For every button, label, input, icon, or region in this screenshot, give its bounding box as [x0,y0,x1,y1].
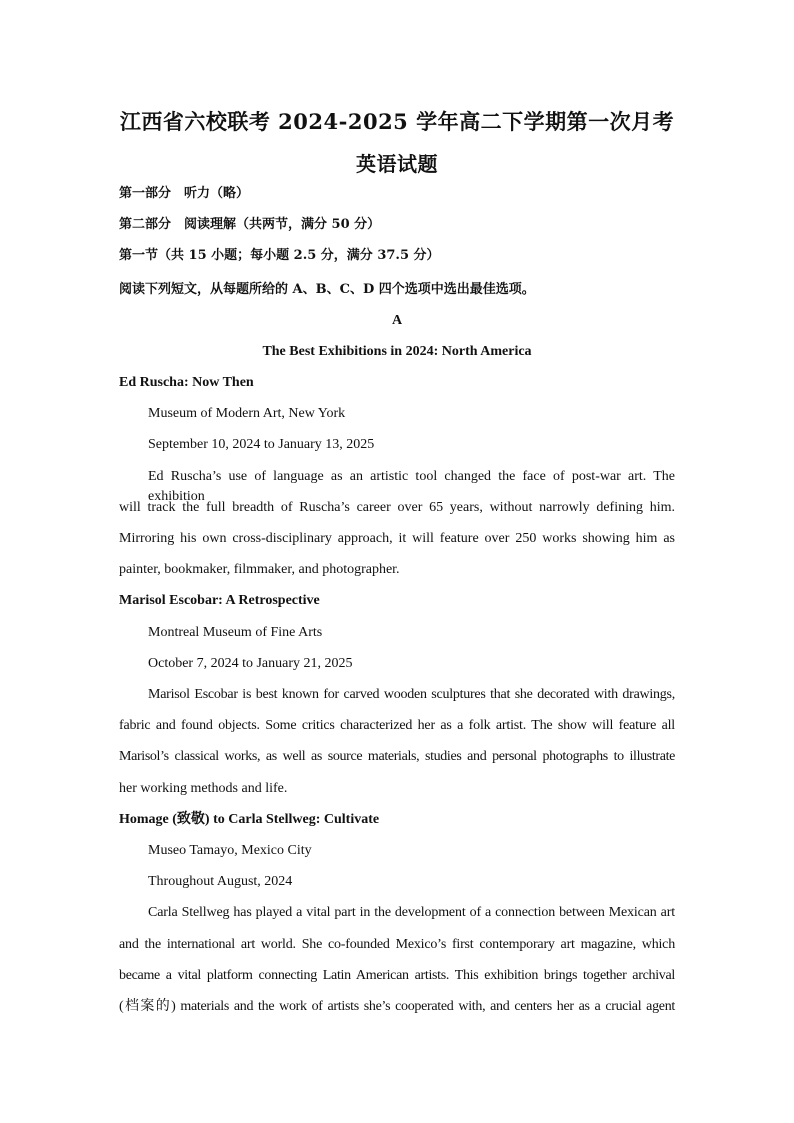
part1-heading: 第一部分 听力（略） [119,186,250,201]
exam-title: 江西省六校联考 2024-2025 学年高二下学期第一次月考 [119,109,675,134]
exhibition-text-line: Carla Stellweg has played a vital part in the development of a connection between Mexican art [148,905,675,920]
exhibition-text-line: will track the full breadth of Ruscha’s career over 65 years, without narrowly defining him. [119,500,675,515]
exhibition-title: Homage (致敬) to Carla Stellweg: Cultivate [119,812,380,827]
exhibition-title: Ed Ruscha: Now Then [119,375,254,390]
exhibition-venue: Montreal Museum of Fine Arts [148,625,323,640]
exhibition-dates: Throughout August, 2024 [148,874,293,889]
exhibition-title: Marisol Escobar: A Retrospective [119,593,320,608]
exhibition-text-line: (档案的) materials and the work of artists she’s cooperated with, and centers her as a crucial agent [119,999,675,1014]
exhibition-text-line: Marisol Escobar is best known for carved wooden sculptures that she decorated with drawings, [148,687,675,702]
passage-letter: A [391,313,403,328]
section1-heading: 第一节（共 15 小题；每小题 2.5 分，满分 37.5 分） [119,248,440,263]
exhibition-dates: October 7, 2024 to January 21, 2025 [148,656,353,671]
exhibition-venue: Museo Tamayo, Mexico City [148,843,312,858]
exhibition-text-line: Ed Ruscha’s use of language as an artistic tool changed the face of post-war art. The exhibition [148,469,675,504]
exhibition-text-line: painter, bookmaker, filmmaker, and photographer. [119,562,400,577]
exhibition-text-line: fabric and found objects. Some critics characterized her as a folk artist. The show will feature all [119,718,675,733]
exhibition-venue: Museum of Modern Art, New York [148,406,346,421]
exhibition-text-line: her working methods and life. [119,781,288,796]
exhibition-text-line: Marisol’s classical works, as well as source materials, studies and personal photographs to illustrate [119,749,675,764]
directions: 阅读下列短文，从每题所给的 A、B、C、D 四个选项中选出最佳选项。 [119,282,535,297]
exhibition-text-line: became a vital platform connecting Latin American artists. This exhibition brings together archival [119,968,675,983]
exam-subject: 英语试题 [356,152,438,176]
part2-heading: 第二部分 阅读理解（共两节，满分 50 分） [119,217,381,232]
exhibition-text-line: Mirroring his own cross-disciplinary approach, it will feature over 250 works showing him as [119,531,675,546]
exhibition-dates: September 10, 2024 to January 13, 2025 [148,437,375,452]
passage-heading: The Best Exhibitions in 2024: North America [262,344,532,359]
exhibition-text-line: and the international art world. She co-founded Mexico’s first contemporary art magazine, which [119,937,675,952]
